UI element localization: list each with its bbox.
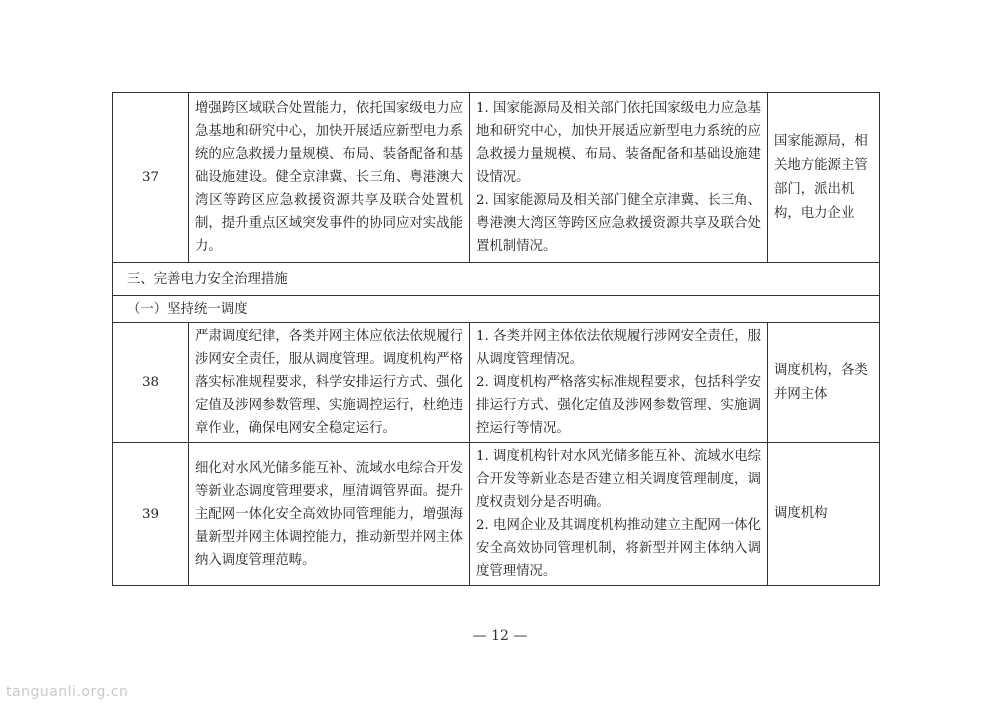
check-content [470,323,768,443]
measure-text: 细化对水风光储多能互补、流域水电综合开发等新业态调度管理要求，厘清调管界面。提升主配网一体化安全高效协同管理能力，增强海量新型并网主体调控能力，推动新型并网主体纳入调度管理范畴。 [189,443,470,586]
measure-text: 严肃调度纪律，各类并网主体应依法依规履行涉网安全责任，服从调度管理。调度机构严格落实标准规程要求，科学安排运行方式、强化定值及涉网参数管理、实施调控运行，杜绝违章作业，确保电网安全稳定运行。 [189,323,470,443]
subsection-row [113,296,880,323]
row-number: 39 [113,443,189,586]
section-row [113,263,880,296]
check-item: 2. 调度机构严格落实标准规程要求，包括科学安排运行方式、强化定值及涉网参数管理、实施调控运行等情况。 [476,375,761,436]
measure-text: 增强跨区域联合处置能力，依托国家级电力应急基地和研究中心，加快开展适应新型电力系统的应急救援力量规模、布局、装备配备和基础设施建设。健全京津冀、长三角、粤港澳大湾区等跨区应急救援资源共享及联合处置机制，提升重点区域突发事件的协同应对实战能力。 [189,93,470,263]
check-item: 2. 电网企业及其调度机构推动建立主配网一体化安全高效协同管理机制，将新型并网主体纳入调度管理情况。 [476,518,761,579]
row-number: 37 [113,93,189,263]
subsection-title: （一）坚持统一调度 [113,296,880,323]
check-content [470,443,768,586]
watermark: tanguanli.org.cn [6,684,129,700]
check-item: 1. 调度机构针对水风光储多能互补、流域水电综合开发等新业态是否建立相关调度管理制度，调度权责划分是否明确。 [476,449,761,510]
row-number: 38 [113,323,189,443]
check-content [470,93,768,263]
table-row [113,443,880,586]
measures-table [112,92,880,586]
check-item: 1. 国家能源局及相关部门依托国家级电力应急基地和研究中心，加快开展适应新型电力系统的应急救援力量规模、布局、装备配备和基础设施建设情况。 [476,101,761,185]
responsible-departments: 调度机构 [768,443,880,586]
table-row [113,93,880,263]
responsible-departments: 国家能源局，相关地方能源主管部门，派出机构，电力企业 [768,93,880,263]
check-item: 2. 国家能源局及相关部门健全京津冀、长三角、粤港澳大湾区等跨区应急救援资源共享及联合处置机制情况。 [476,193,761,254]
check-item: 1. 各类并网主体依法依规履行涉网安全责任，服从调度管理情况。 [476,329,761,367]
section-title: 三、完善电力安全治理措施 [113,263,880,296]
responsible-departments: 调度机构，各类并网主体 [768,323,880,443]
page-number: — 12 — [472,628,528,644]
table-row [113,323,880,443]
